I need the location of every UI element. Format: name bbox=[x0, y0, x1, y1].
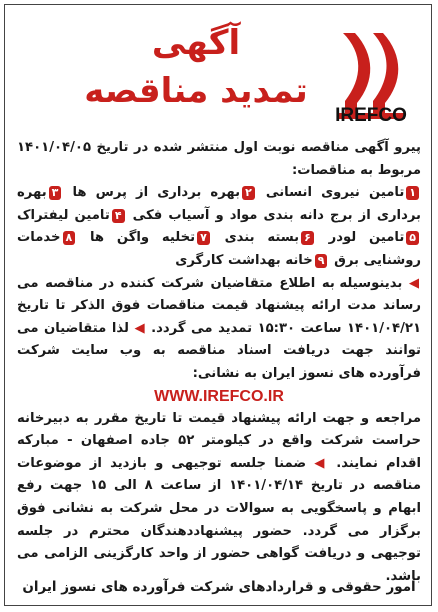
list-number: ۴ bbox=[112, 209, 125, 223]
list-item: تخلیه واگن ها bbox=[89, 230, 196, 246]
list-number: ۷ bbox=[197, 231, 210, 245]
bullet-arrow-icon: ◀ bbox=[314, 455, 329, 471]
list-item: بهره برداری از برج دانه بندی مواد و آسیاب فکی bbox=[17, 185, 421, 223]
list-item: خدمات روشنایی برق bbox=[17, 230, 421, 268]
notice-card bbox=[4, 4, 432, 606]
list-item: خانه بهداشت کارگری bbox=[175, 252, 313, 268]
extension-paragraph: ◀ بدینوسیله به اطلاع متقاضیان شرکت کننده در مناقصه می رساند مدت ارائه پیشنهاد قیمت مناقصات فوق الذکر تا تاریخ ۱۴۰۱/۰۴/۲۱ ساعت ۱۵:۳۰ تمدید می گردد. ◀ لذا متقاضیان می توانند جهت دریافت اسناد مناقصه به وب سایت شرکت فرآورده های نسوز ایران به نشانی: bbox=[17, 275, 422, 381]
notice-footer: امور حقوقی و قراردادهای شرکت فرآورده های نسوز ایران bbox=[22, 579, 416, 595]
bullet-arrow-icon: ◀ bbox=[134, 320, 146, 336]
notice-subtitle: تمدید مناقصه bbox=[84, 71, 308, 111]
list-number: ۹ bbox=[315, 254, 328, 268]
list-item: تامین لیفتراک bbox=[17, 207, 110, 223]
list-number: ۳ bbox=[49, 186, 62, 200]
list-number: ۲ bbox=[242, 186, 255, 200]
list-number: ۶ bbox=[301, 231, 314, 245]
list-item: بسته بندی bbox=[224, 230, 300, 246]
submission-paragraph: مراجعه و جهت ارائه پیشنهاد قیمت تا تاریخ مقرر به دبیرخانه حراست شرکت واقع در کیلومتر ۵۲ جاده اصفهان - مبارکه اقدام نمایند. ◀ ضمنا جلسه توجیهی و بازدید از موضوعات مناقصه در تاریخ ۱۴۰۱/۰۴/۱۴ از ساعت ۸ الی ۱۵ جهت رفع ابهام و پاسخگویی به سوالات در محل شرکت به نشانی فوق برگزار می گردد. حضور پیشنهاددهندگان محترم در جلسه توجیهی و دریافت گواهی حضور از واحد کارگزینی الزامی می باشد. bbox=[17, 410, 422, 584]
notice-header bbox=[5, 5, 431, 137]
logo-text: IREFCO bbox=[335, 105, 407, 126]
intro-text: پیرو آگهی مناقصه نوبت اول منتشر شده در تاریخ ۱۴۰۱/۰۴/۰۵ مربوط به مناقصات: bbox=[17, 140, 421, 178]
notice-title: آگهی bbox=[151, 23, 241, 63]
website-link[interactable]: WWW.IREFCO.IR bbox=[154, 387, 284, 405]
list-item: بهره برداری از پرس ها bbox=[72, 185, 241, 201]
list-item: تامین نیروی انسانی bbox=[265, 185, 405, 201]
list-number: ۵ bbox=[406, 231, 419, 245]
list-item: تامین لودر bbox=[328, 230, 405, 246]
notice-body bbox=[17, 137, 421, 588]
list-number: ۱ bbox=[406, 186, 419, 200]
list-number: ۸ bbox=[63, 231, 76, 245]
bullet-arrow-icon: ◀ bbox=[408, 275, 421, 291]
tender-list bbox=[17, 182, 421, 272]
